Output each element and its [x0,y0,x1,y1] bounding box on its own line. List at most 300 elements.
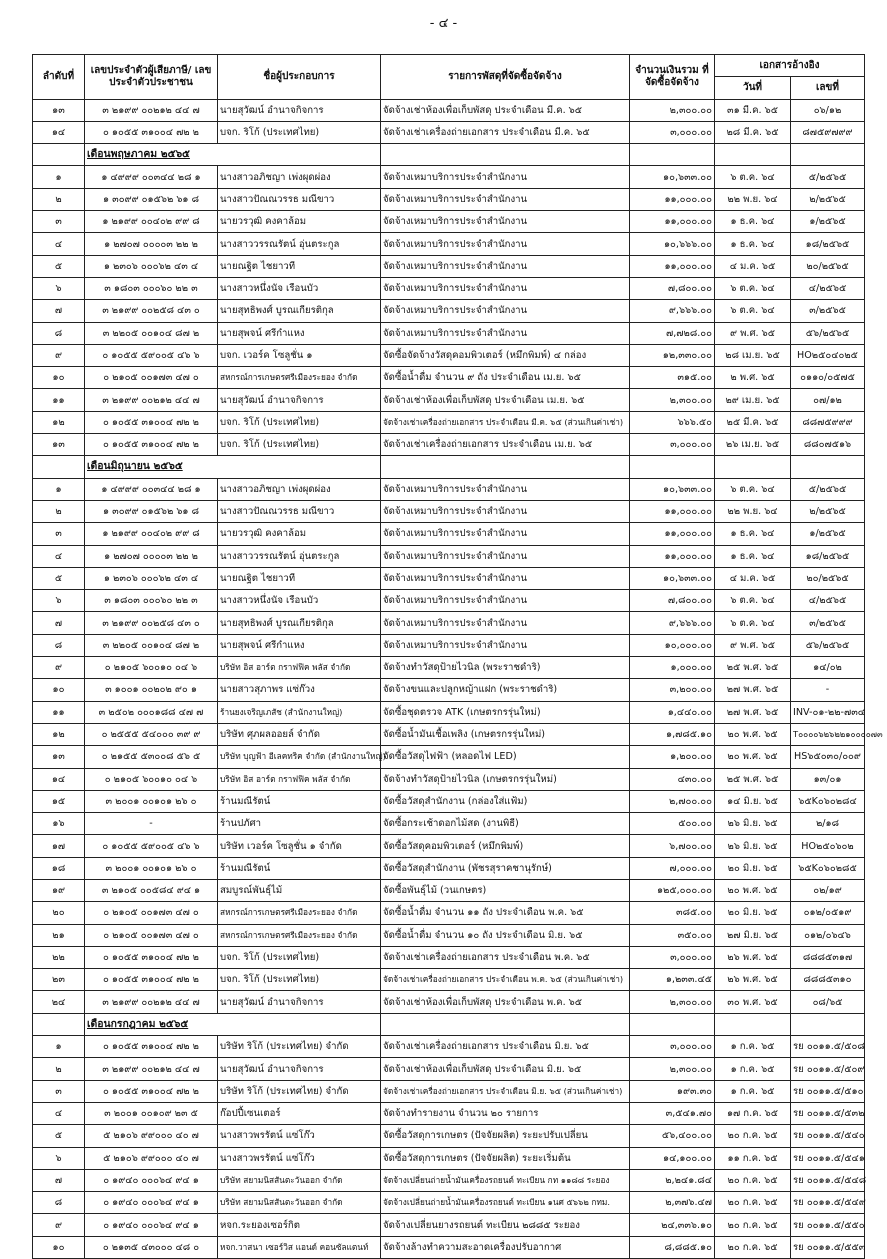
cell-date: ๒๕ มี.ค. ๖๕ [715,411,791,433]
section-empty-cell [791,1013,865,1035]
cell-vendor: หจก.วาสนา เซอร์วิส แอนด์ คอนซัลแตนท์ [218,1236,381,1258]
cell-item: จัดจ้างเช่าห้องเพื่อเก็บพัสดุ ประจำเดือน เม.ย. ๖๕ [381,389,630,411]
cell-taxid: ๐ ๒๕๕๕ ๕๔๐๐๐ ๓๙ ๙ [85,723,218,745]
cell-date: ๒๒ พ.ย. ๖๔ [715,500,791,522]
cell-taxid: ๐ ๑๐๕๕ ๓๑๐๐๔ ๗๒ ๒ [85,969,218,991]
cell-no: ๗ [33,300,85,322]
cell-date: ๒๖ พ.ศ. ๖๕ [715,946,791,968]
table-row [33,1036,865,1058]
cell-vendor: นางสาวพรรัตน์ แซ่โก๊ว [218,1125,381,1147]
cell-vendor: นายสุพจน์ ศรีกำแหง [218,634,381,656]
cell-taxid: ๐ ๒๑๐๕ ๖๐๐๑๐ ๐๔ ๖ [85,657,218,679]
cell-date: ๒๘ มี.ค. ๖๕ [715,121,791,143]
table-row [33,211,865,233]
section-no-cell [33,144,85,166]
table-row [33,657,865,679]
cell-no: ๕ [33,1125,85,1147]
cell-amount: ๑๑,๐๐๐.๐๐ [630,523,715,545]
cell-docno: รย ๐๐๑๑.๕/๕๓๒ [791,1102,865,1124]
cell-docno: ๐๘/๖๕ [791,991,865,1013]
cell-docno: ๑๘/๒๕๖๕ [791,545,865,567]
cell-vendor: นายสุวัฒน์ อำนาจกิจการ [218,991,381,1013]
table-row [33,946,865,968]
cell-amount: ๓,๒๐๐.๐๐ [630,679,715,701]
cell-amount: ๒,๓๐๐.๐๐ [630,991,715,1013]
cell-date: ๑ ธ.ค. ๖๔ [715,211,791,233]
cell-docno: ๒๐/๒๕๖๕ [791,567,865,589]
cell-date: ๑๑ ก.ค. ๖๕ [715,1147,791,1169]
cell-no: ๔ [33,545,85,567]
cell-item: จัดจ้างเหมาบริการประจำสำนักงาน [381,255,630,277]
cell-no: ๑๑ [33,701,85,723]
cell-amount: ๑๐,๖๖๖.๐๐ [630,233,715,255]
cell-no: ๑๑ [33,389,85,411]
header-docno: เลขที่ [791,77,865,99]
cell-amount: ๓๘๕.๐๐ [630,902,715,924]
cell-item: จัดซื้อน้ำมันเชื้อเพลิง (เกษตรกรรุ่นใหม่) [381,723,630,745]
cell-no: ๑ [33,478,85,500]
cell-amount: ๓,๐๐๐.๐๐ [630,1036,715,1058]
cell-taxid: ๑ ๓๐๙๙ ๐๑๕๖๒ ๖๑ ๘ [85,188,218,210]
cell-taxid: ๓ ๒๑๙๙ ๐๐๒๕๘ ๔๓ ๐ [85,300,218,322]
cell-item: จัดจ้างเหมาบริการประจำสำนักงาน [381,523,630,545]
cell-date: ๑ ธ.ค. ๖๔ [715,545,791,567]
cell-docno: ๑/๒๕๖๕ [791,211,865,233]
table-row [33,344,865,366]
cell-item: จัดจ้างเช่าห้องเพื่อเก็บพัสดุ ประจำเดือน มี.ค. ๖๕ [381,99,630,121]
cell-vendor: บจก. ริโก้ (ประเทศไทย) [218,946,381,968]
cell-no: ๓ [33,523,85,545]
cell-taxid: ๓ ๒๒๐๕ ๐๐๑๐๔ ๘๗ ๒ [85,634,218,656]
cell-no: ๒ [33,500,85,522]
section-empty-cell [630,456,715,478]
table-row [33,478,865,500]
cell-amount: ๘,๘๘๕.๑๐ [630,1236,715,1258]
cell-vendor: นายวรวุฒิ คงคาล้อม [218,523,381,545]
cell-no: ๖ [33,1147,85,1169]
cell-vendor: บริษัท อิส อาร์ต กราฟฟิค พลัส จำกัด [218,768,381,790]
cell-docno: ๕/๒๕๖๕ [791,478,865,500]
cell-taxid: ๐ ๒๑๐๕ ๐๐๑๗๓ ๔๗ ๐ [85,924,218,946]
cell-docno: รย ๐๐๑๑.๕/๕๑๐ [791,1080,865,1102]
cell-vendor: สหกรณ์การเกษตรศรีเมืองระยอง จำกัด [218,367,381,389]
header-vendor: ชื่อผู้ประกอบการ [218,55,381,100]
cell-docno: ๑๔/๐๒ [791,657,865,679]
cell-no: ๑๐ [33,1236,85,1258]
cell-item: จัดจ้างเหมาบริการประจำสำนักงาน [381,590,630,612]
table-row [33,367,865,389]
table-row [33,679,865,701]
table-row [33,121,865,143]
cell-taxid: ๑ ๒๗๐๗ ๐๐๐๐๓ ๒๒ ๒ [85,545,218,567]
cell-date: ๒๐ มิ.ย. ๖๕ [715,857,791,879]
cell-docno: ๐๖/๑๒ [791,99,865,121]
cell-docno: ๑/๒๕๖๕ [791,523,865,545]
cell-amount: ๙,๖๖๖.๐๐ [630,300,715,322]
table-row [33,1125,865,1147]
cell-vendor: นายสุทธิพงศ์ บูรณเกียรติกุล [218,300,381,322]
section-empty-cell [381,144,630,166]
cell-taxid: ๑ ๒๓๐๖ ๐๐๐๖๒ ๔๓ ๔ [85,255,218,277]
cell-taxid: ๐ ๒๑๐๕ ๖๐๐๑๐ ๐๔ ๖ [85,768,218,790]
cell-amount: ๔๓๐.๐๐ [630,768,715,790]
cell-no: ๑๖ [33,813,85,835]
table-row [33,1214,865,1236]
cell-vendor: บจก. ริโก้ (ประเทศไทย) [218,434,381,456]
cell-date: ๑ ธ.ค. ๖๔ [715,233,791,255]
table-row [33,857,865,879]
cell-taxid: ๓ ๑๐๐๑ ๐๐๒๐๒ ๙๐ ๑ [85,679,218,701]
cell-item: จัดจ้างเหมาบริการประจำสำนักงาน [381,188,630,210]
cell-date: ๒๐ ก.ค. ๖๕ [715,1214,791,1236]
cell-no: ๑๔ [33,121,85,143]
cell-taxid: ๓ ๒๑๙๙ ๐๐๒๑๒ ๔๔ ๗ [85,99,218,121]
cell-item: จัดจ้างเช่าเครื่องถ่ายเอกสาร ประจำเดือน มิ.ย. ๖๕ (ส่วนเกินค่าเช่า) [381,1080,630,1102]
cell-vendor: นายสุทธิพงศ์ บูรณเกียรติกุล [218,612,381,634]
cell-no: ๑๓ [33,99,85,121]
cell-docno: รย ๐๐๑๑.๕/๕๔๙ [791,1192,865,1214]
cell-no: ๑๗ [33,835,85,857]
cell-no: ๔ [33,233,85,255]
table-row [33,768,865,790]
cell-date: ๒๖ มิ.ย. ๖๕ [715,835,791,857]
cell-vendor: ก๊อปปี้เซนเตอร์ [218,1102,381,1124]
cell-docno: รย ๐๐๑๑.๕/๕๕๓ [791,1236,865,1258]
cell-no: ๑๐ [33,367,85,389]
section-title: เดือนพฤษภาคม ๒๕๖๕ [85,144,381,166]
cell-vendor: นายสุวัฒน์ อำนาจกิจการ [218,1058,381,1080]
cell-vendor: นายสาวสุภาพร แซ่ก๊วง [218,679,381,701]
cell-no: ๒๒ [33,946,85,968]
cell-no: ๑๔ [33,768,85,790]
table-row [33,523,865,545]
cell-item: จัดจ้างเหมาบริการประจำสำนักงาน [381,478,630,500]
cell-item: จัดจ้างเหมาบริการประจำสำนักงาน [381,634,630,656]
cell-docno: ๖๕K๐๖๐๒๘๕ [791,857,865,879]
cell-vendor: นางสาวหนึ่งนัจ เรือนบัว [218,277,381,299]
cell-date: ๒๙ เม.ย. ๖๕ [715,389,791,411]
cell-no: ๒๐ [33,902,85,924]
cell-vendor: นางสาวอภิชญา เพ่งผุดผ่อง [218,478,381,500]
cell-taxid: ๐ ๑๐๕๕ ๓๑๐๐๔ ๗๒ ๒ [85,121,218,143]
table-row [33,991,865,1013]
cell-vendor: บริษัท บุญฟ้า อีเลคทริค จำกัด (สำนักงานใหญ่) [218,746,381,768]
cell-item: จัดจ้างล้างทำความสะอาดเครื่องปรับอากาศ [381,1236,630,1258]
cell-item: จัดจ้างทำวัสดุป้ายไวนิล (พระราชดำริ) [381,657,630,679]
cell-docno: รย ๐๐๑๑.๕/๕๔๐ [791,1125,865,1147]
cell-date: ๖ ต.ค. ๖๔ [715,612,791,634]
cell-docno: ๐๑๒/๐๕๑๙ [791,902,865,924]
cell-vendor: ร้านยงเจริญเภสัช (สำนักงานใหญ่) [218,701,381,723]
cell-amount: ๓,๐๐๐.๐๐ [630,946,715,968]
cell-date: ๒๖ เม.ย. ๖๕ [715,434,791,456]
cell-item: จัดจ้างเช่าเครื่องถ่ายเอกสาร ประจำเดือน มี.ค. ๖๕ [381,121,630,143]
cell-amount: ๑๒๕,๐๐๐.๐๐ [630,879,715,901]
cell-amount: ๒,๗๐๐.๐๐ [630,790,715,812]
cell-taxid: ๐ ๑๙๔๐ ๐๐๐๖๔ ๙๔ ๑ [85,1192,218,1214]
cell-amount: ๕๐๐.๐๐ [630,813,715,835]
cell-date: ๒๐ ก.ค. ๖๕ [715,1125,791,1147]
table-row [33,1147,865,1169]
cell-amount: ๑๐,๖๓๓.๐๐ [630,478,715,500]
header-item: รายการพัสดุที่จัดซื้อจัดจ้าง [381,55,630,100]
cell-item: จัดซื้อน้ำดื่ม จำนวน ๙ ถัง ประจำเดือน เม.ย. ๖๕ [381,367,630,389]
cell-docno: ๕/๒๕๖๕ [791,166,865,188]
cell-no: ๑๓ [33,434,85,456]
cell-vendor: นายสุพจน์ ศรีกำแหง [218,322,381,344]
cell-amount: ๑๑,๐๐๐.๐๐ [630,500,715,522]
section-row [33,1013,865,1035]
cell-amount: ๗,๗๒๘.๐๐ [630,322,715,344]
cell-vendor: นายสุวัฒน์ อำนาจกิจการ [218,389,381,411]
cell-taxid: ๓ ๑๘๐๓ ๐๐๐๖๐ ๒๒ ๓ [85,277,218,299]
cell-date: ๓๑ มี.ค. ๖๕ [715,99,791,121]
cell-taxid: ๐ ๑๐๕๕ ๕๙๐๐๕ ๔๖ ๖ [85,835,218,857]
cell-date: ๖ ต.ค. ๖๔ [715,590,791,612]
cell-vendor: สมบูรณ์พันธุ์ไม้ [218,879,381,901]
cell-date: ๒๗ พ.ศ. ๖๕ [715,701,791,723]
cell-docno: INV-๐๑-๒๒-๗๓๔ [791,701,865,723]
cell-vendor: นางสาวอภิชญา เพ่งผุดผ่อง [218,166,381,188]
cell-no: ๑๒ [33,411,85,433]
table-row [33,1192,865,1214]
cell-date: ๒๐ พ.ศ. ๖๕ [715,746,791,768]
cell-taxid: ๐ ๒๑๐๕ ๐๐๑๗๓ ๔๗ ๐ [85,367,218,389]
cell-vendor: สหกรณ์การเกษตรศรีเมืองระยอง จำกัด [218,924,381,946]
cell-vendor: บจก. ริโก้ (ประเทศไทย) [218,969,381,991]
cell-vendor: บริษัท อิส อาร์ต กราฟฟิค พลัส จำกัด [218,657,381,679]
cell-date: ๑ ก.ค. ๖๕ [715,1036,791,1058]
cell-taxid: ๐ ๑๐๕๕ ๓๑๐๐๔ ๗๒ ๒ [85,946,218,968]
cell-docno: ๐๑๑๐/๐๕๗๕ [791,367,865,389]
header-date: วันที่ [715,77,791,99]
cell-item: จัดซื้อวัสดุการเกษตร (ปัจจัยผลิต) ระยะเริ่มต้น [381,1147,630,1169]
cell-item: จัดจ้างเหมาบริการประจำสำนักงาน [381,500,630,522]
cell-docno: T๐๐๐๐๖๒๖๒๒๑๐๐๐๐๗๓ [791,723,865,745]
cell-item: จัดจ้างทำวัสดุป้ายไวนิล (เกษตรกรรุ่นใหม่) [381,768,630,790]
cell-date: ๙ พ.ศ. ๖๕ [715,322,791,344]
cell-date: ๒๗ พ.ศ. ๖๕ [715,679,791,701]
cell-amount: ๑,๒๐๐.๐๐ [630,746,715,768]
section-empty-cell [381,456,630,478]
cell-vendor: นางสาววรรณรัตน์ อุ่นตระกูล [218,545,381,567]
table-row [33,790,865,812]
cell-vendor: ร้านมณีรัตน์ [218,857,381,879]
header-amount: จำนวนเงินรวม ที่จัดซื้อจัดจ้าง [630,55,715,100]
cell-amount: ๕๖,๔๐๐.๐๐ [630,1125,715,1147]
cell-no: ๒๓ [33,969,85,991]
cell-taxid: ๕ ๒๑๐๖ ๙๙๐๐๐ ๔๐ ๗ [85,1147,218,1169]
cell-amount: ๒,๓๐๐.๐๐ [630,1058,715,1080]
cell-docno: รย ๐๐๑๑.๕/๕๔๑ [791,1147,865,1169]
section-title: เดือนกรกฎาคม ๒๕๖๕ [85,1013,381,1035]
cell-item: จัดจ้างขนและปลูกหญ้าแฝก (พระราชดำริ) [381,679,630,701]
cell-docno: HS๖๕๐๓๐/๐๐๙ [791,746,865,768]
cell-date: ๑ ก.ค. ๖๕ [715,1080,791,1102]
cell-amount: ๒,๓๐๐.๐๐ [630,389,715,411]
table-row [33,411,865,433]
cell-item: จัดจ้างเหมาบริการประจำสำนักงาน [381,233,630,255]
cell-date: ๑ ก.ค. ๖๕ [715,1058,791,1080]
table-row [33,835,865,857]
table-row [33,166,865,188]
cell-taxid: ๓ ๒๑๙๙ ๐๐๒๕๘ ๔๓ ๐ [85,612,218,634]
cell-docno: ๐๗/๑๒ [791,389,865,411]
cell-taxid: ๓ ๒๑๙๙ ๐๐๒๑๒ ๔๔ ๗ [85,389,218,411]
cell-no: ๕ [33,567,85,589]
cell-vendor: บริษัท สยามนิสสันตะวันออก จำกัด [218,1192,381,1214]
cell-amount: ๗,๘๐๐.๐๐ [630,590,715,612]
section-empty-cell [791,456,865,478]
cell-date: ๒๐ พ.ศ. ๖๕ [715,879,791,901]
table-body [33,99,883,1258]
cell-taxid: ๑ ๒๑๙๙ ๐๐๔๐๒ ๙๙ ๘ [85,211,218,233]
section-empty-cell [381,1013,630,1035]
cell-item: จัดจ้างเหมาบริการประจำสำนักงาน [381,166,630,188]
cell-docno: ๔/๒๕๖๕ [791,277,865,299]
cell-item: จัดซื้อน้ำดื่ม จำนวน ๑๑ ถัง ประจำเดือน พ.ค. ๖๕ [381,902,630,924]
table-row [33,1080,865,1102]
cell-item: จัดจ้างเปลี่ยนถ่ายน้ำมันเครื่องรถยนต์ ทะเบียน ๑นศ ๕๖๖๒ กทม. [381,1192,630,1214]
cell-amount: ๑๙๓.๓๐ [630,1080,715,1102]
cell-docno: ๑๓/๐๑ [791,768,865,790]
cell-item: จัดจ้างเหมาบริการประจำสำนักงาน [381,300,630,322]
cell-date: ๖ ต.ค. ๖๔ [715,300,791,322]
table-row [33,99,865,121]
cell-date: ๒๐ ก.ค. ๖๕ [715,1169,791,1191]
table-row [33,545,865,567]
cell-item: จัดซื้อวัสดุสำนักงาน (พัชรสุราคชานุรักษ์) [381,857,630,879]
cell-taxid: ๑ ๓๐๙๙ ๐๑๕๖๒ ๖๑ ๘ [85,500,218,522]
header-row-1 [33,55,865,77]
cell-vendor: นางสาวปัณณวรรธ มณีขาว [218,188,381,210]
cell-item: จัดจ้างเปลี่ยนยางรถยนต์ ทะเบียน ๒๘๘๕ ระยอง [381,1214,630,1236]
cell-docno: ๕๖/๒๕๖๕ [791,634,865,656]
cell-no: ๑๙ [33,879,85,901]
cell-no: ๑ [33,1036,85,1058]
cell-vendor: บริษัท ริโก้ (ประเทศไทย) จำกัด [218,1036,381,1058]
cell-taxid: ๓ ๒๑๙๙ ๐๐๒๑๒ ๔๔ ๗ [85,991,218,1013]
section-no-cell [33,456,85,478]
cell-taxid: ๑ ๒๑๙๙ ๐๐๔๐๒ ๙๙ ๘ [85,523,218,545]
cell-vendor: ร้านมณีรัตน์ [218,790,381,812]
header-reference: เอกสารอ้างอิง [715,55,865,77]
cell-taxid: ๐ ๒๑๕๕ ๕๓๐๐๘ ๕๖ ๕ [85,746,218,768]
table-row [33,590,865,612]
cell-item: จัดซื้อจัดจ้างวัสดุคอมพิวเตอร์ (หมึกพิมพ์) ๔ กล่อง [381,344,630,366]
table-row [33,300,865,322]
cell-taxid: ๐ ๑๐๕๕ ๕๙๐๐๕ ๔๖ ๖ [85,344,218,366]
cell-vendor: สหกรณ์การเกษตรศรีเมืองระยอง จำกัด [218,902,381,924]
cell-taxid: ๑ ๔๙๙๙ ๐๐๓๔๔ ๒๘ ๑ [85,166,218,188]
cell-taxid: ๐ ๒๑๓๕ ๔๓๐๐๐ ๔๘ ๐ [85,1236,218,1258]
cell-docno: ๔/๒๕๖๕ [791,590,865,612]
cell-item: จัดจ้างเช่าห้องเพื่อเก็บพัสดุ ประจำเดือน พ.ค. ๖๕ [381,991,630,1013]
table-row [33,1102,865,1124]
cell-docno: ๘๗๕๙๗๙๙ [791,121,865,143]
cell-vendor: นางสาววรรณรัตน์ อุ่นตระกูล [218,233,381,255]
table-row [33,813,865,835]
cell-no: ๑ [33,166,85,188]
cell-vendor: นายณฐิต ไชยาวที [218,255,381,277]
cell-taxid: ๓ ๒๑๐๕ ๐๐๕๘๔ ๙๔ ๑ [85,879,218,901]
table-row [33,1058,865,1080]
cell-docno: ๓/๒๕๖๕ [791,612,865,634]
cell-no: ๑๓ [33,746,85,768]
cell-amount: ๓๑๕.๐๐ [630,367,715,389]
cell-item: จัดจ้างเช่าเครื่องถ่ายเอกสาร ประจำเดือน พ.ค. ๖๕ [381,946,630,968]
cell-item: จัดจ้างเหมาบริการประจำสำนักงาน [381,567,630,589]
cell-item: จัดจ้างเหมาบริการประจำสำนักงาน [381,322,630,344]
cell-item: จัดจ้างเช่าเครื่องถ่ายเอกสาร ประจำเดือน มี.ค. ๖๕ (ส่วนเกินค่าเช่า) [381,411,630,433]
cell-no: ๘ [33,634,85,656]
cell-date: ๙ พ.ศ. ๖๕ [715,634,791,656]
cell-amount: ๓,๕๔๑.๗๐ [630,1102,715,1124]
cell-date: ๒๕ พ.ศ. ๖๕ [715,657,791,679]
cell-item: จัดจ้างทำรายงาน จำนวน ๒๐ รายการ [381,1102,630,1124]
cell-no: ๙ [33,344,85,366]
cell-date: ๒๐ ก.ค. ๖๕ [715,1236,791,1258]
cell-taxid: ๐ ๑๐๕๕ ๓๑๐๐๔ ๗๒ ๒ [85,1036,218,1058]
table-row [33,924,865,946]
section-title: เดือนมิถุนายน ๒๕๖๕ [85,456,381,478]
cell-vendor: บริษัท สยามนิสสันตะวันออก จำกัด [218,1169,381,1191]
cell-no: ๑๒ [33,723,85,745]
cell-date: ๒๗ มิ.ย. ๖๕ [715,924,791,946]
cell-no: ๓ [33,1080,85,1102]
cell-taxid: ๓ ๒๐๐๑ ๐๐๑๐๑ ๒๖ ๐ [85,857,218,879]
cell-no: ๖ [33,590,85,612]
cell-vendor: บจก. ริโก้ (ประเทศไทย) [218,121,381,143]
cell-docno: ๘๘๐๗๕๑๖ [791,434,865,456]
cell-docno: รย ๐๐๑๑.๕/๕๐๙ [791,1058,865,1080]
section-row [33,144,865,166]
cell-amount: ๓,๐๐๐.๐๐ [630,121,715,143]
table-row [33,969,865,991]
cell-date: ๖ ต.ค. ๖๔ [715,166,791,188]
cell-no: ๘ [33,1192,85,1214]
cell-date: ๖ ต.ค. ๖๔ [715,478,791,500]
cell-docno: HO๒๕๐๖๐๒ [791,835,865,857]
table-row [33,879,865,901]
cell-item: จัดจ้างเช่าเครื่องถ่ายเอกสาร ประจำเดือน เม.ย. ๖๕ [381,434,630,456]
cell-date: ๖ ต.ค. ๖๔ [715,277,791,299]
cell-no: ๓ [33,211,85,233]
cell-item: จัดซื้อวัสดุคอมพิวเตอร์ (หมึกพิมพ์) [381,835,630,857]
section-empty-cell [630,144,715,166]
section-empty-cell [791,144,865,166]
cell-amount: ๒๔,๓๓๖.๑๐ [630,1214,715,1236]
table-row [33,389,865,411]
cell-amount: ๒,๒๔๑.๘๔ [630,1169,715,1191]
cell-docno: ๒/๒๕๖๕ [791,188,865,210]
cell-docno: ๐๒/๑๙ [791,879,865,901]
cell-vendor: นางสาวปัณณวรรธ มณีขาว [218,500,381,522]
cell-item: จัดจ้างเปลี่ยนถ่ายน้ำมันเครื่องรถยนต์ ทะเบียน กท ๑๑๘๘ ระยอง [381,1169,630,1191]
table-row [33,746,865,768]
cell-item: จัดซื้อวัสดุสำนักงาน (กล่องใส่แฟ้ม) [381,790,630,812]
cell-amount: ๑๐,๖๓๓.๐๐ [630,166,715,188]
cell-taxid: ๑ ๔๙๙๙ ๐๐๓๔๔ ๒๘ ๑ [85,478,218,500]
cell-amount: ๑๑,๐๐๐.๐๐ [630,255,715,277]
cell-taxid: ๐ ๒๑๐๕ ๐๐๑๗๓ ๔๗ ๐ [85,902,218,924]
cell-taxid: ๐ ๑๐๕๕ ๓๑๐๐๔ ๗๒ ๒ [85,1080,218,1102]
cell-date: ๑๗ ก.ค. ๖๕ [715,1102,791,1124]
cell-docno: ๒/๒๕๖๕ [791,500,865,522]
table-row [33,612,865,634]
cell-item: จัดจ้างเหมาบริการประจำสำนักงาน [381,545,630,567]
cell-taxid: ๐ ๑๐๕๕ ๓๑๐๐๔ ๗๒ ๒ [85,434,218,456]
